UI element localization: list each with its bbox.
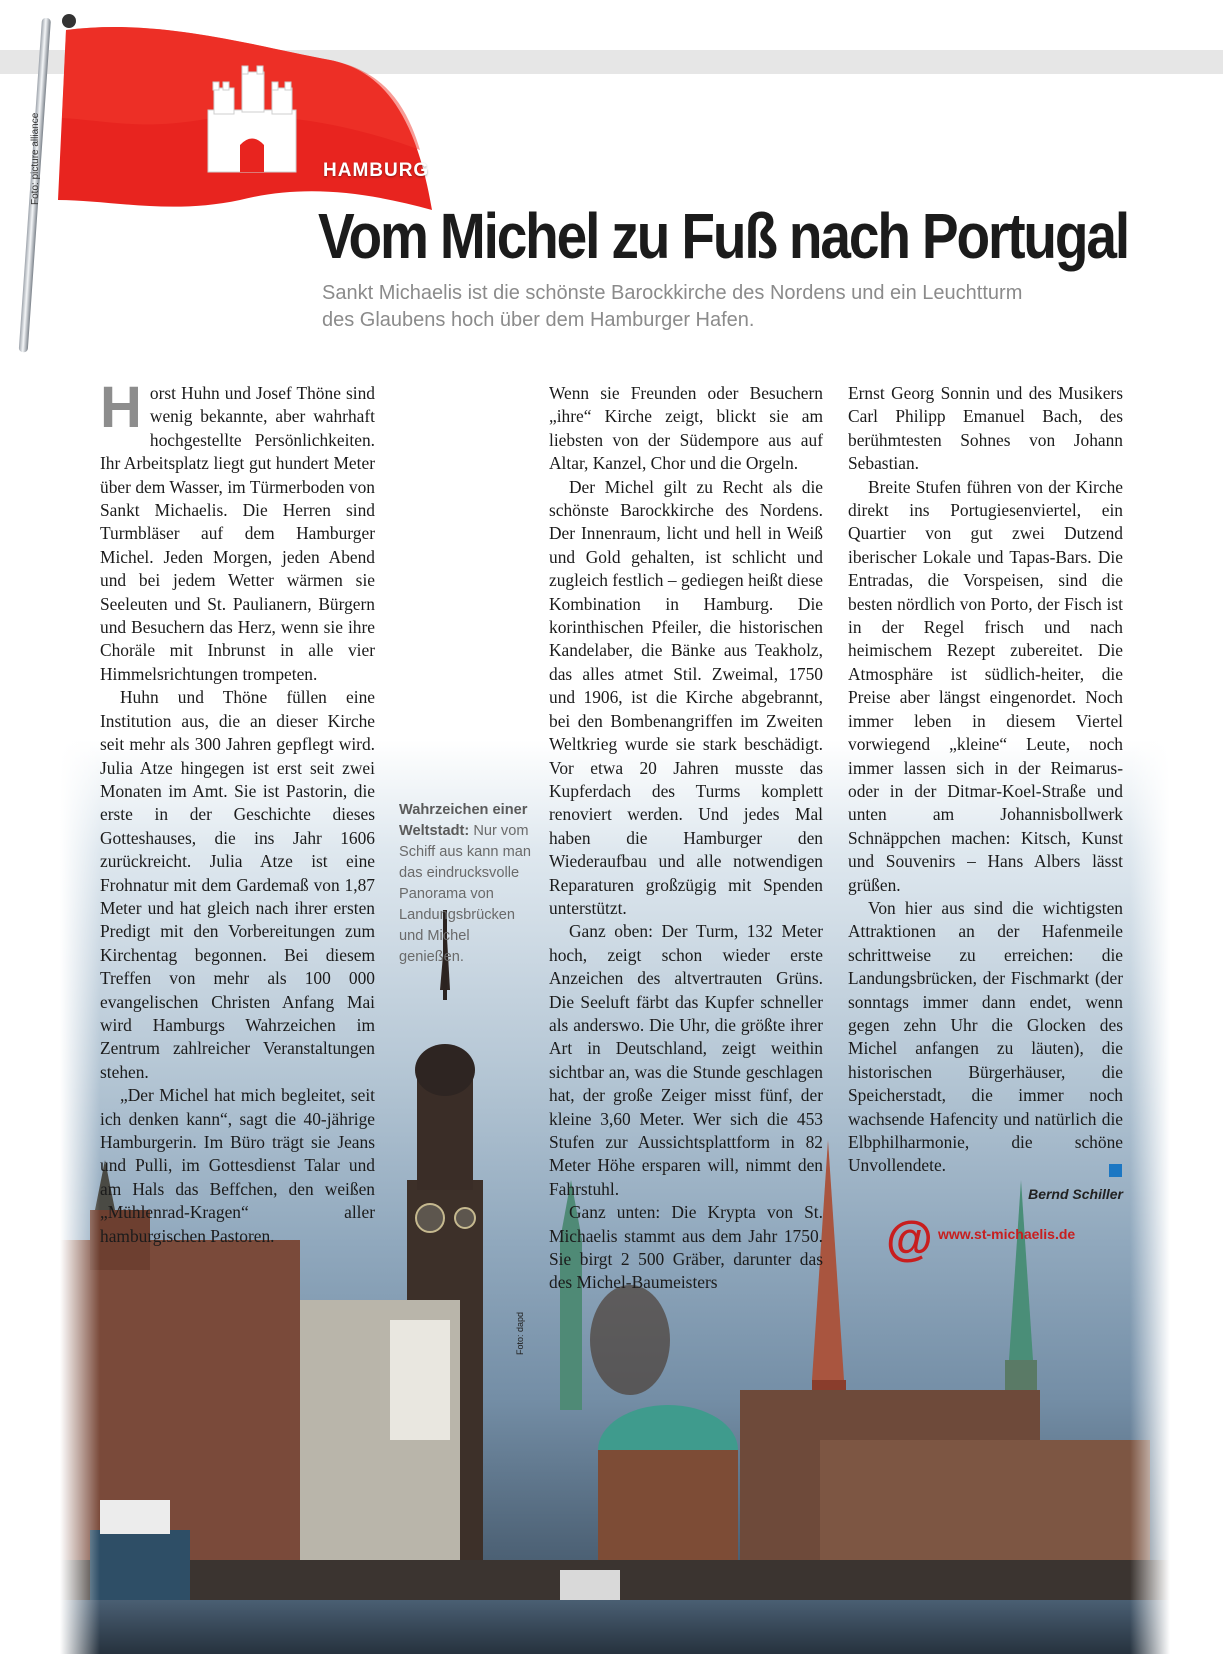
paragraph [100,375,375,686]
paragraph: Huhn und Thöne füllen eine Institution aus, die an dieser Kirche seit mehr als 300 Jahren gepflegt wird. Julia Atze hingegen ist erst seit zwei Monaten im Amt. Sie ist Pastorin, die erste in der Geschichte dieses Gotteshauses, die ins Jahr 1606 zurückreicht. Julia Atze ist eine Frohnatur mit dem Gardemaß von 1,87 Meter und hat gleich nach ihrer ersten Predigt mit den Vorbereitungen zum Kirchentag begonnen. Bei diesem Treffen von mehr als 100 000 evangelischen Christen Anfang Mai wird Hamburgs Wahrzeichen im Zentrum zahlreicher Veranstaltungen stehen. [100,687,375,1082]
article-headline: Vom Michel zu Fuß nach Portugal [318,200,1128,272]
paragraph: Ernst Georg Sonnin und des Musikers Carl Philipp Emanuel Bach, des berühmtesten Sohnes von Johann Sebastian. [848,383,1123,474]
article-column-1 [100,375,375,1248]
section-kicker: HAMBURG [323,160,430,181]
article-column-2 [549,382,823,1295]
caption-title: Wahrzeichen einer Weltstadt: [399,802,528,839]
dropcap: H [100,375,142,440]
paragraph-text: orst Huhn und Josef Thöne sind wenig bekannte, aber wahrhaft hochgestellte Persönlichkeiten. Ihr Arbeitsplatz liegt gut hundert Meter über dem Wasser, im Türmerboden von Sankt Michaelis. Die Herren sind Turmbläser auf dem Hamburger Michel. Jeden Morgen, jeden Abend und bei jedem Wetter wärmen sie Seeleuten und St. Paulianern, Bürgern und Besuchern das Herz, wenn sie ihre Choräle mit Inbrunst in alle vier Himmelsrichtungen trompeten. [100,383,375,684]
caption-text: Nur vom Schiff aus kann man das eindrucksvolle Panorama von Landungsbrücken und Michel genießen. [399,823,531,965]
flag-pole-knob [62,14,76,28]
paragraph: Der Michel gilt zu Recht als die schönste Barockkirche des Nordens. Der Innenraum, licht und hell in Weiß und Gold gehalten, ist schlicht und zugleich festlich – gediegen heißt diese Kombination in Hamburg. Die korinthischen Pfeiler, die historischen Kandelaber, die Bänke aus Teakholz, das alles atmet Stil. Zweimal, 1750 und 1906, ist die Kirche abgebrannt, bei den Bombenangriffen im Zweiten Weltkrieg wurde sie stark beschädigt. Vor etwa 20 Jahren musste das Kupferdach des Turms komplett renoviert werden. Und jedes Mal haben die Hamburger den Wiederaufbau und alle notwendigen Reparaturen großzügig mit Spenden unterstützt. [549,476,823,918]
article-column-3 [848,382,1123,1178]
article-author: Bernd Schiller [1028,1186,1123,1202]
paragraph: „Der Michel hat mich begleitet, seit ich denken kann“, sagt die 40-jährige Hamburgerin. Im Büro trägt sie Jeans und Pulli, im Gottesdienst Talar und am Hals das Beffchen, den weißen „Mühlenrad-Kragen“ aller hamburgischen Pastoren. [100,1085,375,1246]
photo-credit-skyline: Foto: dapd [515,1311,525,1355]
article-subhead: Sankt Michaelis ist die schönste Barockkirche des Nordens und ein Leuchtturm des Glaubens hoch über dem Hamburger Hafen. [322,282,1023,331]
paragraph: Von hier aus sind die wichtigsten Attraktionen an der Hafenmeile schrittweise zu erreichen: die Landungsbrücken, der Fischmarkt (der sonntags immer dann endet, wenn gegen zehn Uhr die Glocken des Michel anfangen zu läuten), die historischen Bürgerhäuser, die Speicherstadt, die immer noch wachsende Hafencity und natürlich die Elbphilharmonie, die schöne Unvollendete. [848,897,1123,1176]
paragraph: Ganz oben: Der Turm, 132 Meter hoch, zeigt schon wieder erste Anzeichen des altvertrauten Grüns. Die Seeluft färbt das Kupfer schneller als anderswo. Die Uhr, die größte ihrer Art in Deutschland, zeigt weithin sichtbar an, was die Stunde geschlagen hat, der große Zeiger misst fünf, der kleine 3,60 Meter. Wer sich die 453 Stufen zur Aussichtsplattform in 82 Meter Höhe ersparen will, nimmt den Fahrstuhl. [549,921,823,1199]
paragraph: Ganz unten: Die Krypta von St. Michaelis stammt aus dem Jahr 1750. Sie birgt 2 500 Gräber, darunter das des Michel-Baumeisters [549,1202,823,1293]
article-end-mark [1109,1164,1122,1177]
paragraph: Breite Stufen führen von der Kirche direkt ins Portugiesenviertel, ein Quartier von gut zwei Dutzend iberischer Lokale und Tapas-Bars. Die Entradas, die Vorspeisen, sind die besten nördlich von Porto, der Fisch ist in der Regel frisch und nach heimischem Rezept zubereitet. Die Atmosphäre ist südlich-heiter, die Preise aber längst eingenordet. Noch immer leben in diesem Viertel vorwiegend „kleine“ Leute, noch immer lassen sich in der Reimarus- oder in der Ditmar-Koel-Straße und unten am Johannisbollwerk Schnäppchen machen: Kitsch, Kunst und Souvenirs – Hans Albers lässt grüßen. [848,476,1123,895]
photo-credit-flag: Foto: picture alliance [30,112,41,205]
paragraph: Wenn sie Freunden oder Besuchern „ihre“ Kirche zeigt, blickt sie am liebsten von der Südempore aus auf Altar, Kanzel, Chor und die Orgeln. [549,383,823,474]
website-link[interactable]: www.st-michaelis.de [938,1226,1076,1242]
at-icon: @ [886,1213,933,1266]
photo-caption [399,800,531,968]
